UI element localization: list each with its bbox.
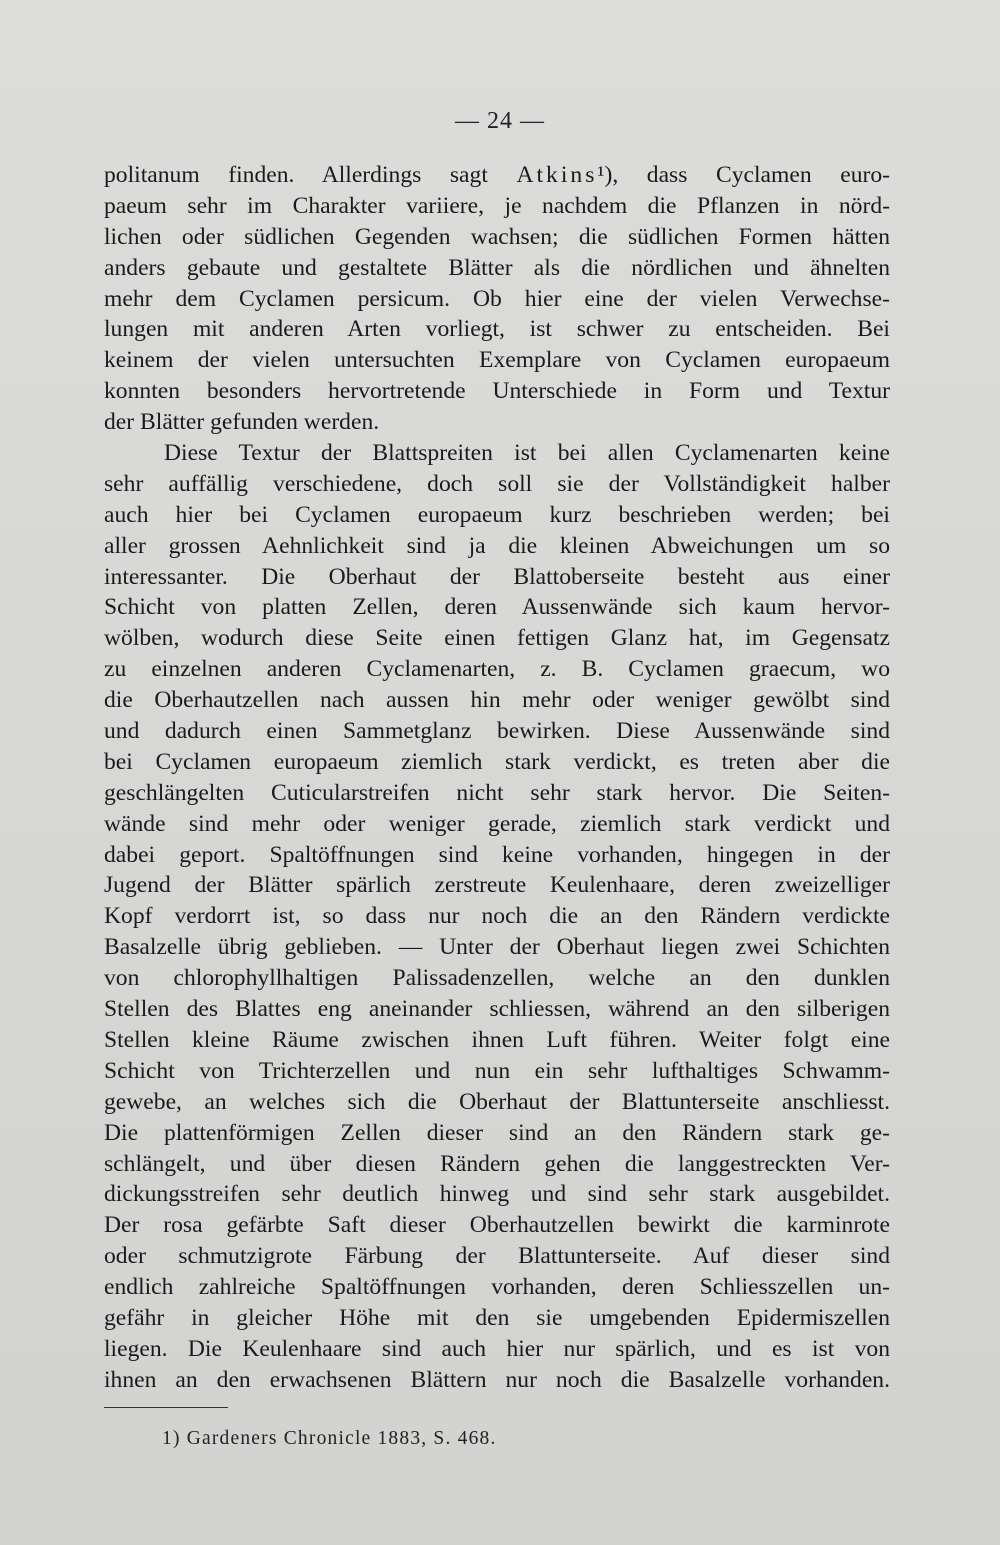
text-segment: wände sind mehr oder weniger gerade, ziemlich stark verdickt und: [104, 810, 890, 837]
text-segment: Stellen kleine Räume zwischen ihnen Luft führen. Weiter folgt eine: [104, 1026, 890, 1053]
text-segment: von chlorophyllhaltigen Palissadenzellen, welche an den dunklen: [104, 965, 890, 992]
body-text: [104, 160, 890, 1396]
text-segment: Die plattenförmigen Zellen dieser sind an den Rändern stark ge-: [104, 1119, 890, 1146]
text-line: [104, 345, 890, 376]
text-segment: Der rosa gefärbte Saft dieser Oberhautzellen bewirkt die karminrote: [104, 1212, 890, 1239]
text-segment: anders gebaute und gestaltete Blätter als die nördlichen und ähnelten: [104, 254, 890, 281]
text-line: [104, 1056, 890, 1087]
text-line: [104, 407, 890, 438]
text-line: [104, 1087, 890, 1118]
footnote-divider: [104, 1407, 228, 1408]
text-line: [104, 840, 890, 871]
text-segment: Kopf verdorrt ist, so dass nur noch die an den Rändern verdickte: [104, 903, 890, 930]
text-line: [104, 654, 890, 685]
text-line: [104, 623, 890, 654]
text-segment: gefähr in gleicher Höhe mit den sie umgebenden Epidermiszellen: [104, 1304, 890, 1331]
text-line: [104, 222, 890, 253]
text-line: [104, 1210, 890, 1241]
text-segment: Basalzelle übrig geblieben. — Unter der Oberhaut liegen zwei Schichten: [104, 934, 890, 961]
text-segment: dickungsstreifen sehr deutlich hinweg und sind sehr stark ausgebildet.: [104, 1181, 890, 1208]
text-segment: wölben, wodurch diese Seite einen fettigen Glanz hat, im Gegensatz: [104, 625, 890, 652]
text-line: [104, 284, 890, 315]
text-line: [104, 1118, 890, 1149]
text-segment: und dadurch einen Sammetglanz bewirken. Diese Aussenwände sind: [104, 718, 890, 745]
text-line: [104, 1272, 890, 1303]
text-line: [104, 376, 890, 407]
text-line: [104, 314, 890, 345]
text-segment: ihnen an den erwachsenen Blättern nur noch die Basalzelle vorhanden.: [104, 1366, 890, 1393]
text-segment: die Oberhautzellen nach aussen hin mehr oder weniger gewölbt sind: [104, 687, 890, 714]
text-line: [104, 1365, 890, 1396]
text-segment: Diese Textur der Blattspreiten ist bei allen Cyclamenarten keine: [164, 440, 890, 467]
text-segment: konnten besonders hervortretende Unterschiede in Form und Textur: [104, 378, 890, 405]
text-segment: gewebe, an welches sich die Oberhaut der Blattunterseite anschliesst.: [104, 1088, 890, 1115]
text-segment: lungen mit anderen Arten vorliegt, ist schwer zu entscheiden. Bei: [104, 316, 890, 343]
text-line: [104, 1303, 890, 1334]
text-line: [104, 685, 890, 716]
text-segment: lichen oder südlichen Gegenden wachsen; die südlichen Formen hätten: [104, 223, 890, 250]
text-line: [104, 932, 890, 963]
text-line: [104, 870, 890, 901]
text-line: [104, 994, 890, 1025]
text-segment: bei Cyclamen europaeum ziemlich stark verdickt, es treten aber die: [104, 748, 890, 775]
text-line: [104, 778, 890, 809]
text-line: [104, 1179, 890, 1210]
text-line: [104, 500, 890, 531]
text-line: [104, 1334, 890, 1365]
text-line: [104, 160, 890, 191]
text-line: [104, 469, 890, 500]
text-segment: oder schmutzigrote Färbung der Blattunterseite. Auf dieser sind: [104, 1243, 890, 1270]
text-line: [104, 438, 890, 469]
text-segment: Schicht von Trichterzellen und nun ein sehr lufthaltiges Schwamm-: [104, 1057, 890, 1084]
text-segment: keinem der vielen untersuchten Exemplare von Cyclamen europaeum: [104, 347, 890, 374]
spaced-name: Atkins: [516, 162, 598, 188]
text-line: [104, 901, 890, 932]
text-segment: dabei geport. Spaltöffnungen sind keine vorhanden, hingegen in der: [104, 841, 890, 868]
text-segment: schlängelt, und über diesen Rändern gehen die langgestreckten Ver-: [104, 1150, 890, 1177]
text-line: [104, 531, 890, 562]
text-segment: geschlängelten Cuticularstreifen nicht sehr stark hervor. Die Seiten-: [104, 779, 890, 806]
text-line: [104, 253, 890, 284]
text-line: [104, 963, 890, 994]
text-line: [104, 1149, 890, 1180]
text-line: [104, 1241, 890, 1272]
text-line: [104, 747, 890, 778]
text-segment: Jugend der Blätter spärlich zerstreute Keulenhaare, deren zweizelliger: [104, 872, 890, 899]
text-segment: Schicht von platten Zellen, deren Aussenwände sich kaum hervor-: [104, 594, 890, 621]
text-segment: paeum sehr im Charakter variiere, je nachdem die Pflanzen in nörd-: [104, 192, 890, 219]
text-segment: interessanter. Die Oberhaut der Blattoberseite besteht aus einer: [104, 563, 890, 590]
footnote: 1) Gardeners Chronicle 1883, S. 468.: [162, 1428, 497, 1449]
text-segment: sehr auffällig verschiedene, doch soll sie der Vollständigkeit halber: [104, 470, 890, 497]
text-segment: mehr dem Cyclamen persicum. Ob hier eine der vielen Verwechse-: [104, 285, 890, 312]
text-line: [104, 1025, 890, 1056]
text-line: [104, 592, 890, 623]
text-segment: der Blätter gefunden werden.: [104, 409, 380, 436]
text-segment: politanum finden. Allerdings sagt: [104, 162, 517, 188]
text-line: [104, 562, 890, 593]
page-number: — 24 —: [455, 108, 545, 134]
text-segment: liegen. Die Keulenhaare sind auch hier nur spärlich, und es ist von: [104, 1335, 890, 1362]
text-segment: ¹), dass Cyclamen euro-: [597, 162, 890, 188]
text-segment: endlich zahlreiche Spaltöffnungen vorhanden, deren Schliesszellen un-: [104, 1274, 890, 1301]
text-line: [104, 809, 890, 840]
text-segment: auch hier bei Cyclamen europaeum kurz beschrieben werden; bei: [104, 501, 890, 528]
text-line: [104, 191, 890, 222]
text-segment: Stellen des Blattes eng aneinander schliessen, während an den silberigen: [104, 996, 890, 1023]
text-line: [104, 716, 890, 747]
text-segment: zu einzelnen anderen Cyclamenarten, z. B. Cyclamen graecum, wo: [104, 656, 890, 683]
text-segment: aller grossen Aehnlichkeit sind ja die kleinen Abweichungen um so: [104, 532, 890, 559]
